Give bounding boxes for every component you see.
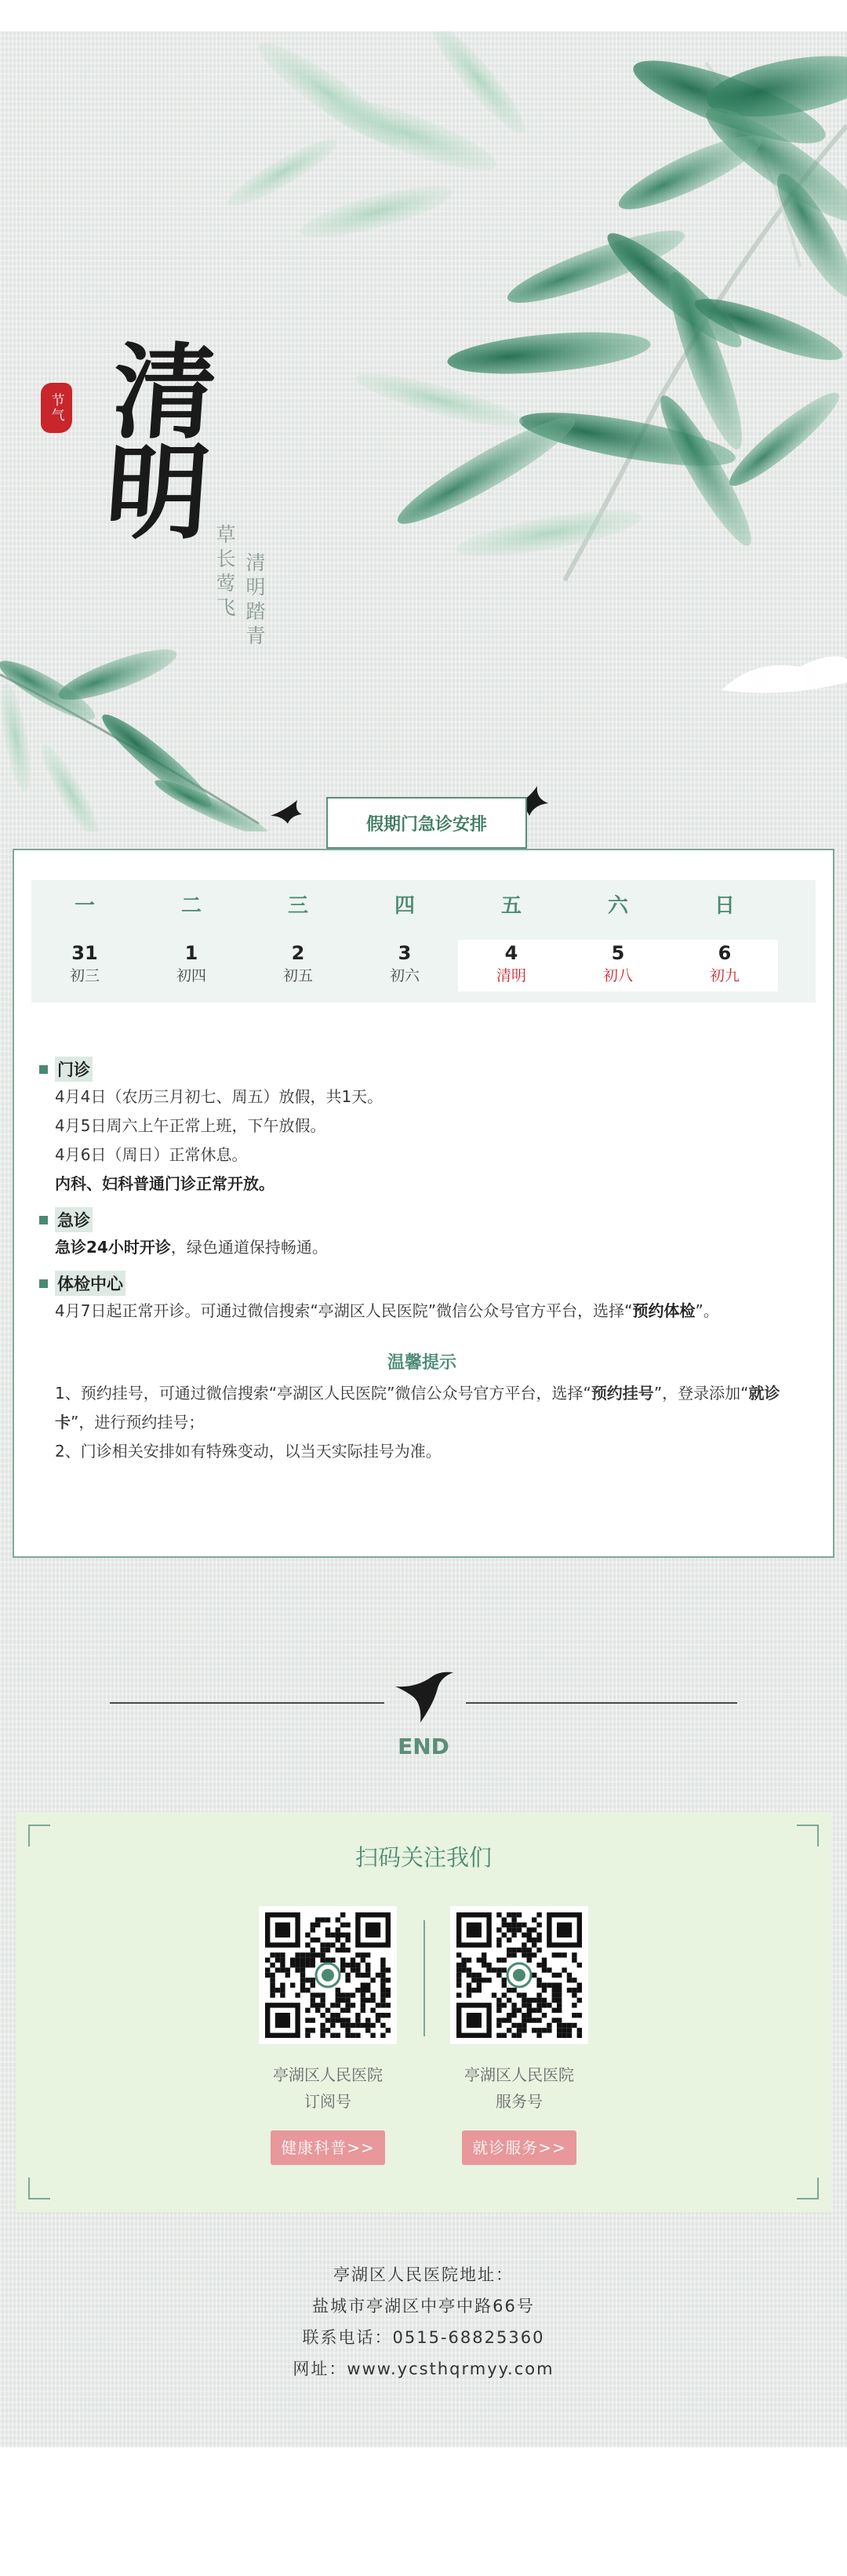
heading-text: 急诊 <box>55 1207 93 1232</box>
checkup-line <box>38 1297 806 1326</box>
seal-stamp: 节气 <box>41 383 72 433</box>
text: ”。 <box>695 1301 719 1320</box>
calendar-day-highlighted <box>458 940 565 991</box>
swallow-left-icon <box>271 800 302 824</box>
calendar-day <box>351 940 458 991</box>
day-number: 4 <box>504 942 518 964</box>
calendar-day <box>245 940 351 991</box>
qr-code-service[interactable] <box>450 1906 588 2044</box>
bold-text: 就诊卡 <box>55 1384 780 1432</box>
weekday-label: 一 <box>74 894 95 918</box>
text: ，绿色通道保持畅通。 <box>170 1238 328 1257</box>
day-lunar: 初八 <box>602 967 633 984</box>
divider-left <box>110 1702 384 1704</box>
swallow-icon <box>392 1671 455 1726</box>
address-label: 亭湖区人民医院地址： <box>333 2265 514 2284</box>
calendar-day <box>671 940 778 991</box>
end-label: END <box>398 1734 449 1759</box>
qr-caption-right <box>425 2061 613 2115</box>
subtitle-right: 清明踏青 <box>243 552 266 649</box>
weekday-label: 六 <box>607 894 628 918</box>
heading-text: 体检中心 <box>55 1271 125 1296</box>
phone-number: 联系电话：0515-68825360 <box>302 2328 545 2347</box>
tip-line <box>38 1379 806 1437</box>
day-number: 3 <box>398 942 412 964</box>
weekday-label: 五 <box>500 894 522 918</box>
bold-text: 预约挂号 <box>591 1384 654 1403</box>
bold-text: 内科、妇科普通门诊正常开放。 <box>55 1174 274 1193</box>
emergency-line <box>38 1233 806 1262</box>
bold-text: 急诊24小时开诊 <box>55 1238 171 1257</box>
hero-section <box>0 31 847 835</box>
section-heading-checkup <box>38 1270 806 1297</box>
day-lunar: 初三 <box>69 967 100 984</box>
subtitle-left: 草长莺飞 <box>213 524 236 621</box>
day-number: 31 <box>71 942 98 964</box>
account-name: 亭湖区人民医院 <box>464 2065 574 2084</box>
account-type: 订阅号 <box>304 2092 351 2111</box>
calendar-day <box>31 940 138 991</box>
text: 4月7日起正常开诊。可通过微信搜索“亭湖区人民医院”微信公众号官方平台，选择“ <box>55 1301 633 1320</box>
corner-mark <box>28 2178 50 2199</box>
account-name: 亭湖区人民医院 <box>273 2065 383 2084</box>
weekday-label: 四 <box>394 894 415 918</box>
weekday-label: 日 <box>714 894 735 918</box>
day-lunar: 初九 <box>709 967 740 984</box>
health-info-button[interactable]: 健康科普>> <box>271 2130 385 2165</box>
outpatient-line: 4月5日周六上午正常上班，下午放假。 <box>55 1116 326 1135</box>
section-banner: 假期门急诊安排 <box>326 797 527 849</box>
follow-us-box <box>16 1812 831 2212</box>
heading-text: 门诊 <box>55 1057 93 1082</box>
schedule-card <box>13 849 834 1558</box>
day-number: 1 <box>184 942 198 964</box>
follow-title: 扫码关注我们 <box>354 1844 492 1871</box>
day-number: 2 <box>291 942 305 964</box>
text: ”，进行预约挂号； <box>71 1413 205 1432</box>
outpatient-line: 4月6日（周日）正常休息。 <box>55 1145 248 1164</box>
qr-code-icon <box>450 1906 588 2044</box>
weekday-label: 三 <box>287 894 308 918</box>
day-lunar: 初五 <box>282 967 313 984</box>
text: ”，登录添加“ <box>653 1384 749 1403</box>
day-lunar: 初六 <box>389 967 420 984</box>
bullet-square-icon <box>39 1065 48 1074</box>
day-number: 5 <box>611 942 625 964</box>
calendar <box>31 880 816 1002</box>
calendar-day <box>138 940 245 991</box>
weekday-label: 二 <box>180 894 202 918</box>
qr-code-subscription[interactable] <box>259 1906 397 2044</box>
day-lunar: 初四 <box>176 967 206 984</box>
qr-caption-left <box>234 2061 422 2115</box>
section-heading-outpatient <box>38 1056 806 1082</box>
bold-text: 预约体检 <box>632 1301 696 1320</box>
bullet-square-icon <box>39 1279 48 1288</box>
section-heading-emergency <box>38 1206 806 1233</box>
outpatient-line-bold <box>38 1170 806 1199</box>
bottom-band <box>0 2447 847 2576</box>
text: 1、预约挂号，可通过微信搜索“亭湖区人民医院”微信公众号官方平台，选择“ <box>55 1384 591 1403</box>
tips-title: 温馨提示 <box>387 1353 456 1373</box>
outpatient-line: 4月4日（农历三月初七、周五）放假，共1天。 <box>55 1087 384 1106</box>
page-title: 清明 <box>85 337 220 538</box>
day-number: 6 <box>718 942 732 964</box>
qr-code-icon <box>259 1906 397 2044</box>
address-street: 盐城市亭湖区中亭中路66号 <box>312 2297 535 2316</box>
top-band <box>0 0 847 31</box>
address-block <box>0 2259 847 2385</box>
qr-divider <box>424 1920 425 2036</box>
schedule-content <box>38 1048 806 1466</box>
bullet-square-icon <box>39 1216 48 1224</box>
day-lunar: 清明 <box>496 967 526 984</box>
website-link[interactable]: 网址：www.ycsthqrmyy.com <box>293 2360 554 2378</box>
medical-service-button[interactable]: 就诊服务>> <box>462 2130 576 2165</box>
divider-right <box>466 1702 737 1704</box>
account-type: 服务号 <box>496 2092 543 2111</box>
tip-line: 2、门诊相关安排如有特殊变动，以当天实际挂号为准。 <box>55 1442 442 1461</box>
corner-mark <box>797 2178 819 2199</box>
calendar-day <box>565 940 671 991</box>
